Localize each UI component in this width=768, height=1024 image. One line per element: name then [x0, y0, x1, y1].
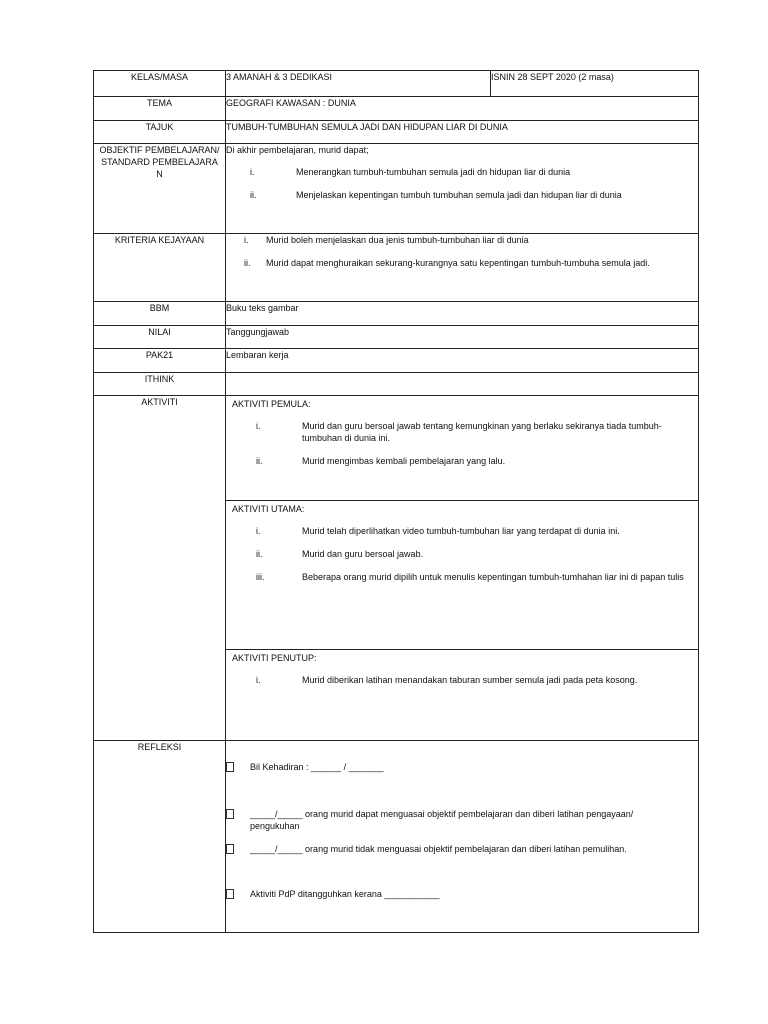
- row-nilai: [94, 326, 699, 349]
- refleksi-text: Aktiviti PdP ditangguhkan kerana ___________: [250, 889, 440, 899]
- refleksi-item: [226, 888, 698, 900]
- tema-label: TEMA: [94, 97, 226, 121]
- list-num: ii.: [244, 258, 251, 268]
- aktiviti-penutup-section: [226, 650, 698, 740]
- row-kelas: [94, 71, 699, 97]
- list-text: Murid diberikan latihan menandakan taburan sumber semula jadi pada peta kosong.: [302, 675, 638, 685]
- row-objektif: [94, 144, 699, 234]
- refleksi-item: [226, 843, 698, 855]
- kriteria-list: [226, 234, 698, 269]
- refleksi-list: [226, 741, 698, 900]
- list-item: [232, 525, 692, 537]
- date-value: ISNIN 28 SEPT 2020 (2 masa): [491, 71, 699, 97]
- pak21-label: PAK21: [94, 349, 226, 373]
- refleksi-value: [226, 741, 699, 933]
- nilai-value: Tanggungjawab: [226, 326, 699, 349]
- checkbox-icon: [226, 762, 234, 772]
- row-pak21: [94, 349, 699, 373]
- tajuk-value: TUMBUH-TUMBUHAN SEMULA JADI DAN HIDUPAN LIAR DI DUNIA: [226, 121, 699, 144]
- aktiviti-penutup-list: [232, 674, 692, 686]
- refleksi-text: Bil Kehadiran : ______ / _______: [250, 762, 384, 772]
- list-num: i.: [256, 526, 261, 536]
- objektif-value: [226, 144, 699, 234]
- aktiviti-pemula-section: [226, 396, 698, 501]
- refleksi-text: _____/_____ orang murid tidak menguasai objektif pembelajaran dan diberi latihan pemulihan.: [250, 844, 627, 854]
- objektif-intro: Di akhir pembelajaran, murid dapat;: [226, 145, 369, 155]
- aktiviti-utama-title: AKTIVITI UTAMA:: [232, 504, 305, 514]
- refleksi-item: [226, 808, 698, 832]
- row-bbm: [94, 302, 699, 326]
- list-text: Menjelaskan kepentingan tumbuh tumbuhan semula jadi dan hidupan liar di dunia: [296, 190, 622, 200]
- list-item: [232, 674, 692, 686]
- list-item: [232, 548, 692, 560]
- kelas-value: 3 AMANAH & 3 DEDIKASI: [226, 71, 491, 97]
- ithink-label: ITHINK: [94, 373, 226, 396]
- list-text: Murid boleh menjelaskan dua jenis tumbuh-tumbuhan liar di dunia: [266, 235, 529, 245]
- row-tajuk: [94, 121, 699, 144]
- objektif-label-text: OBJEKTIF PEMBELAJARAN/STANDARD PEMBELAJARAN: [99, 145, 220, 179]
- objektif-list: [226, 166, 698, 201]
- aktiviti-pemula-title: AKTIVITI PEMULA:: [232, 399, 311, 409]
- list-text: Murid dapat menghuraikan sekurang-kurangnya satu kepentingan tumbuh-tumbuha semula jadi.: [266, 258, 650, 268]
- list-text: Beberapa orang murid dipilih untuk menulis kepentingan tumbuh-tumhahan liar ini di papan tulis: [302, 572, 684, 582]
- aktiviti-utama-section: [226, 501, 698, 650]
- list-num: iii.: [256, 572, 265, 582]
- aktiviti-utama-list: [232, 525, 692, 583]
- ithink-value: [226, 373, 699, 396]
- refleksi-item: [226, 761, 698, 773]
- row-kriteria: [94, 234, 699, 302]
- list-text: Murid dan guru bersoal jawab tentang kemungkinan yang berlaku sekiranya tiada tumbuh-tumbuhan di dunia ini.: [302, 421, 662, 443]
- checkbox-icon: [226, 809, 234, 819]
- refleksi-text: _____/_____ orang murid dapat menguasai objektif pembelajaran dan diberi latihan pengayaan/ pengukuhan: [250, 809, 634, 831]
- kelas-label: KELAS/MASA: [94, 71, 226, 97]
- refleksi-label: REFLEKSI: [94, 741, 226, 933]
- kriteria-label: KRITERIA KEJAYAAN: [94, 234, 226, 302]
- row-aktiviti: [94, 396, 699, 741]
- nilai-label: NILAI: [94, 326, 226, 349]
- list-num: i.: [244, 235, 249, 245]
- aktiviti-pemula-list: [232, 420, 692, 467]
- aktiviti-penutup-title: AKTIVITI PENUTUP:: [232, 653, 317, 663]
- list-item: [226, 234, 698, 246]
- list-text: Murid dan guru bersoal jawab.: [302, 549, 424, 559]
- list-num: i.: [256, 421, 261, 431]
- bbm-value: Buku teks gambar: [226, 302, 699, 326]
- list-num: ii.: [250, 190, 257, 200]
- tema-value: GEOGRAFI KAWASAN : DUNIA: [226, 97, 699, 121]
- checkbox-icon: [226, 844, 234, 854]
- list-item: [226, 257, 698, 269]
- checkbox-icon: [226, 889, 234, 899]
- list-num: ii.: [256, 456, 263, 466]
- row-ithink: [94, 373, 699, 396]
- list-num: ii.: [256, 549, 263, 559]
- aktiviti-label: AKTIVITI: [94, 396, 226, 741]
- list-item: [226, 189, 698, 201]
- row-tema: [94, 97, 699, 121]
- row-refleksi: [94, 741, 699, 933]
- list-text: Murid telah diperlihatkan video tumbuh-tumbuhan liar yang terdapat di dunia ini.: [302, 526, 620, 536]
- list-item: [226, 166, 698, 178]
- list-num: i.: [256, 675, 261, 685]
- list-text: Murid mengimbas kembali pembelajaran yang lalu.: [302, 456, 506, 466]
- objektif-label: [94, 144, 226, 234]
- aktiviti-value: [226, 396, 699, 741]
- pak21-value: Lembaran kerja: [226, 349, 699, 373]
- bbm-label: BBM: [94, 302, 226, 326]
- list-item: [232, 571, 692, 583]
- kriteria-value: [226, 234, 699, 302]
- list-item: [232, 420, 692, 444]
- list-num: i.: [250, 167, 255, 177]
- list-text: Menerangkan tumbuh-tumbuhan semula jadi dn hidupan liar di dunia: [296, 167, 571, 177]
- tajuk-label: TAJUK: [94, 121, 226, 144]
- lesson-plan-table: [93, 70, 699, 933]
- list-item: [232, 455, 692, 467]
